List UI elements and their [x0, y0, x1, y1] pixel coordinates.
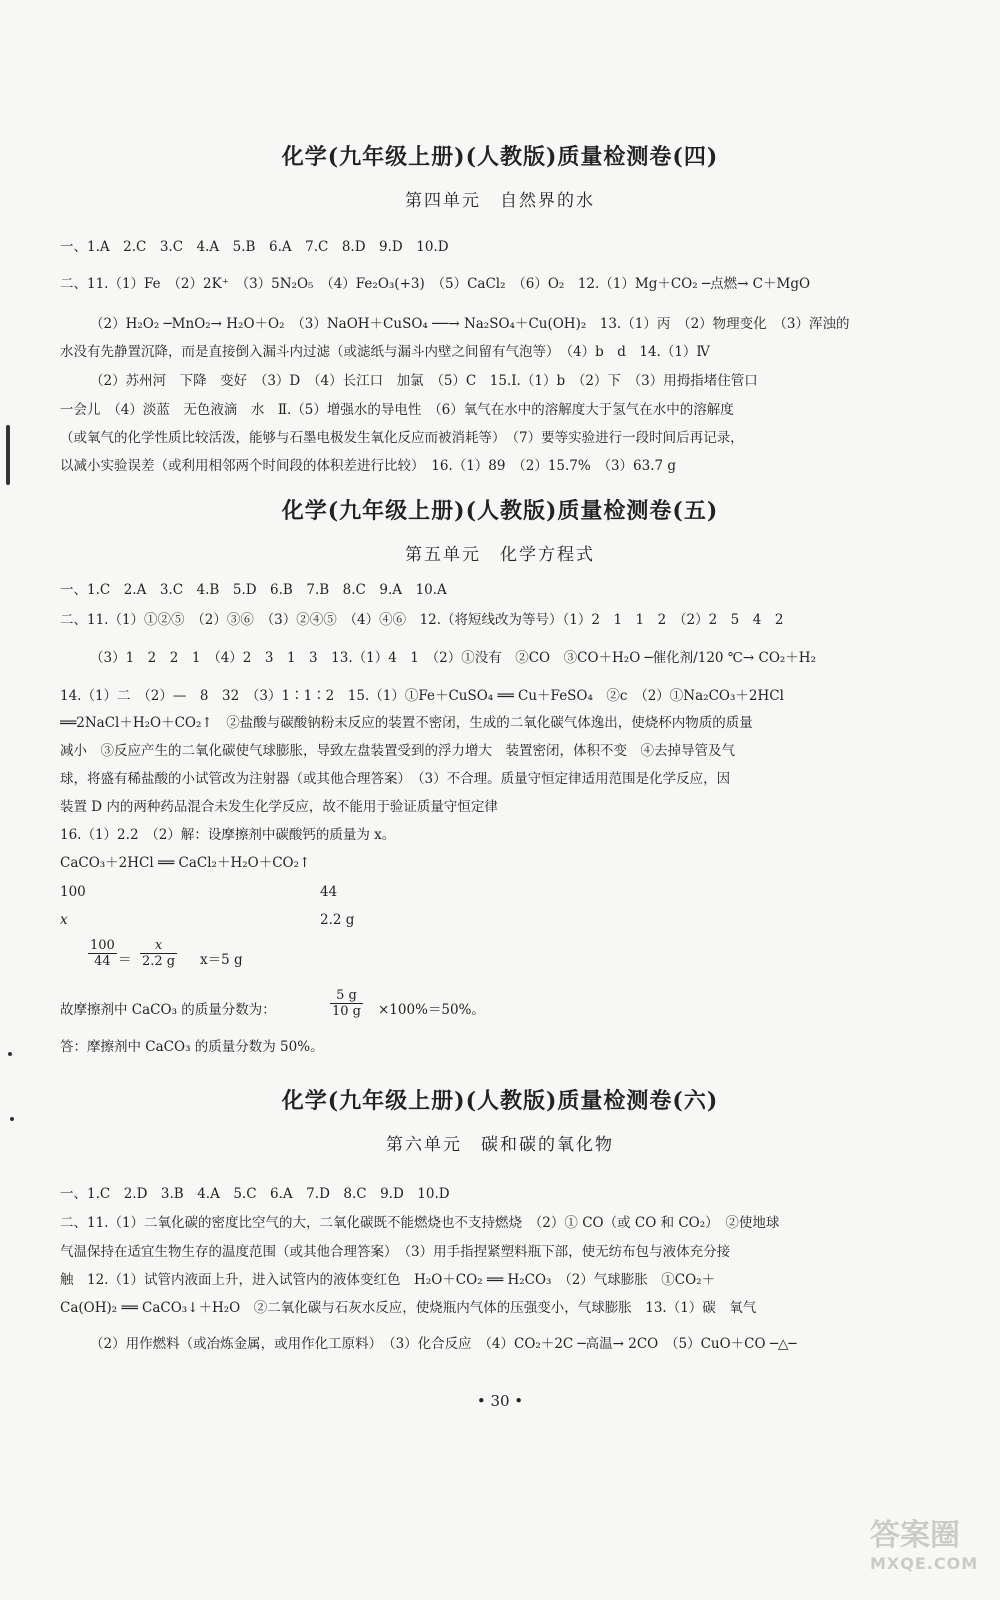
- section5-equation: CaCO₃＋2HCl ══ CaCl₂＋H₂O＋CO₂↑: [60, 855, 311, 871]
- section4-line-8: 以减小实验误差（或利用相邻两个时间段的体积差进行比较） 16.（1）89 （2）15.7% （3）63.7 g: [60, 458, 677, 474]
- section4-title: 化学(九年级上册)(人教版)质量检测卷(四): [281, 144, 719, 170]
- section6-line-2: 二、11.（1）二氧化碳的密度比空气的大，二氧化碳既不能燃烧也不支持燃烧 （2）① CO（或 CO 和 CO₂） ②使地球: [60, 1215, 780, 1231]
- section5-line-6: 减小 ③反应产生的二氧化碳使气球膨胀，导致左盘装置受到的浮力增大 装置密闭，体积不变 ④去掉导管及气: [60, 743, 735, 759]
- scan-dot: [8, 1052, 12, 1056]
- section5-line-5: ══2NaCl＋H₂O＋CO₂↑ ②盐酸与碳酸钠粉末反应的装置不密闭，生成的二氧化碳气体逸出，使烧杯内物质的质量: [60, 715, 753, 731]
- section5-subtitle: 第五单元 化学方程式: [405, 545, 595, 565]
- section5-line-1: 一、1.C 2.A 3.C 4.B 5.D 6.B 7.B 8.C 9.A 10.A: [60, 582, 447, 598]
- section5-line-4: 14.（1）二 （2）— 8 32 （3）1∶1∶2 15.（1）①Fe＋CuSO₄ ══ Cu＋FeSO₄ ②c （2）①Na₂CO₃＋2HCl: [60, 688, 784, 704]
- percent-suffix: ×100%＝50%。: [378, 1002, 485, 1018]
- fraction-denominator: 10 g: [332, 1004, 361, 1019]
- result-x: x＝5 g: [200, 952, 243, 968]
- section6-line-1: 一、1.C 2.D 3.B 4.A 5.C 6.A 7.D 8.C 9.D 10.D: [60, 1186, 450, 1202]
- section4-line-2: 二、11.（1）Fe （2）2K⁺ （3）5N₂O₅ （4）Fe₂O₃(+3) （5）CaCl₂ （6）O₂ 12.（1）Mg＋CO₂ ─点燃→ C＋MgO: [60, 276, 811, 292]
- section6-title: 化学(九年级上册)(人教版)质量检测卷(六): [281, 1088, 719, 1114]
- calc-x: x: [60, 912, 68, 928]
- section4-line-1: 一、1.A 2.C 3.C 4.A 5.B 6.A 7.C 8.D 9.D 10.D: [60, 239, 449, 255]
- watermark-cn: 答案圈: [870, 1518, 960, 1553]
- section5-line-3: （3）1 2 2 1 （4）2 3 1 3 13.（1）4 1 （2）①没有 ②CO ③CO＋H₂O ─催化剂/120 ℃→ CO₂＋H₂: [90, 650, 816, 666]
- fraction-numerator: 5 g: [330, 988, 363, 1004]
- fraction-numerator: 100: [90, 938, 115, 953]
- section5-line-2: 二、11.（1）①②⑤ （2）③⑥ （3）②④⑤ （4）④⑥ 12.（将短线改为等号）（1）2 1 1 2 （2）2 5 4 2: [60, 612, 784, 628]
- answer-line: 答：摩擦剂中 CaCO₃ 的质量分数为 50%。: [60, 1039, 324, 1055]
- section5-line-9: 16.（1）2.2 （2）解：设摩擦剂中碳酸钙的质量为 x。: [60, 827, 396, 843]
- fraction-numerator: x: [140, 938, 177, 954]
- section6-subtitle: 第六单元 碳和碳的氧化物: [386, 1135, 614, 1155]
- fraction-denominator: 2.2 g: [142, 954, 176, 969]
- fraction-x-2-2g: [140, 938, 177, 969]
- section6-line-4: 触 12.（1）试管内液面上升，进入试管内的液体变红色 H₂O＋CO₂ ══ H₂CO₃ （2）气球膨胀 ①CO₂＋: [60, 1272, 716, 1288]
- section4-line-3: （2）H₂O₂ ─MnO₂→ H₂O＋O₂ （3）NaOH＋CuSO₄ ──→ Na₂SO₄＋Cu(OH)₂ 13.（1）丙 （2）物理变化 （3）浑浊的: [90, 316, 850, 332]
- section4-line-4: 水没有先静置沉降，而是直接倒入漏斗内过滤（或滤纸与漏斗内壁之间留有气泡等） （4）b d 14.（1）Ⅳ: [60, 344, 710, 360]
- fraction-100-44: [88, 938, 117, 969]
- calc-2-2g: 2.2 g: [320, 912, 355, 928]
- section6-line-3: 气温保持在适宜生物生存的温度范围（或其他合理答案） （3）用手指捏紧塑料瓶下部，使无纺布包与液体充分接: [60, 1244, 731, 1260]
- fraction-denominator: 44: [94, 954, 111, 969]
- scan-mark: [6, 425, 10, 485]
- calc-mass-100: 100: [60, 884, 86, 900]
- equals-sign: ＝: [118, 952, 132, 968]
- page-number: • 30 •: [476, 1392, 524, 1410]
- section5-line-8: 装置 D 内的两种药品混合未发生化学反应，故不能用于验证质量守恒定律: [60, 799, 498, 815]
- watermark-logo: [870, 1510, 980, 1580]
- section5-title: 化学(九年级上册)(人教版)质量检测卷(五): [281, 498, 719, 524]
- scan-dot: [10, 1117, 14, 1121]
- section4-line-5: （2）苏州河 下降 变好 （3）D （4）长江口 加氯 （5）C 15.Ⅰ.（1）b （2）下 （3）用拇指堵住管口: [90, 373, 758, 389]
- percent-prefix: 故摩擦剂中 CaCO₃ 的质量分数为：: [60, 1002, 276, 1018]
- section4-line-6: 一会儿 （4）淡蓝 无色液滴 水 Ⅱ.（5）增强水的导电性 （6）氧气在水中的溶解度大于氢气在水中的溶解度: [60, 402, 734, 418]
- section4-subtitle: 第四单元 自然界的水: [405, 191, 595, 211]
- section6-line-5: Ca(OH)₂ ══ CaCO₃↓＋H₂O ②二氧化碳与石灰水反应，使烧瓶内气体的压强变小，气球膨胀 13.（1）碳 氧气: [60, 1300, 757, 1316]
- section6-line-6: （2）用作燃料（或冶炼金属，或用作化工原料） （3）化合反应 （4）CO₂＋2C ─高温→ 2CO （5）CuO＋CO ─△─: [90, 1336, 797, 1352]
- watermark-en: MXQE.COM: [870, 1554, 979, 1573]
- calc-mass-44: 44: [320, 884, 338, 900]
- section4-line-7: （或氧气的化学性质比较活泼，能够与石墨电极发生氧化反应而被消耗等） （7）要等实验进行一段时间后再记录，: [60, 430, 744, 446]
- section5-line-7: 球，将盛有稀盐酸的小试管改为注射器（或其他合理答案） （3）不合理。质量守恒定律适用范围是化学反应，因: [60, 771, 731, 787]
- fraction-5g-10g: [330, 988, 363, 1019]
